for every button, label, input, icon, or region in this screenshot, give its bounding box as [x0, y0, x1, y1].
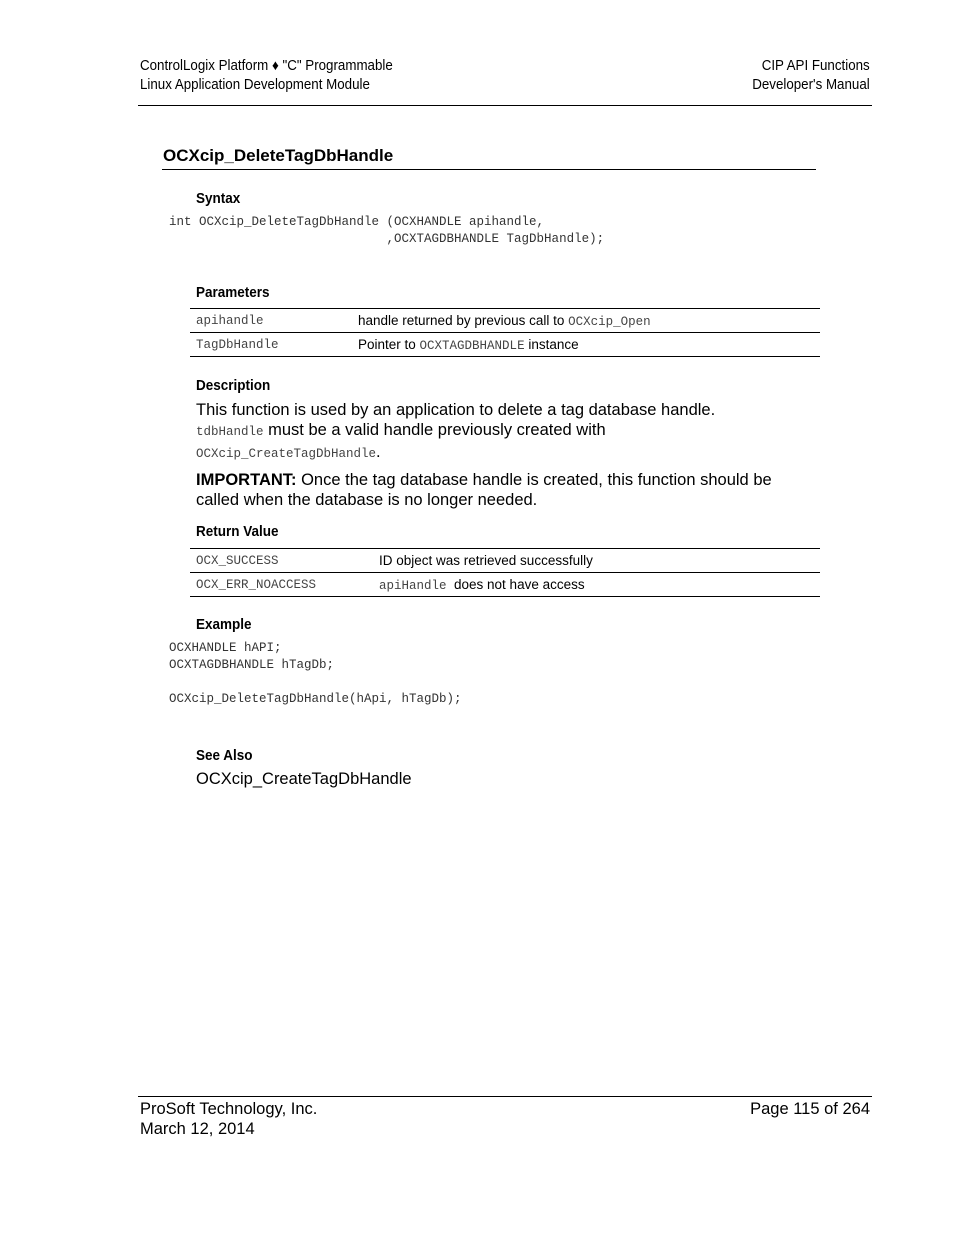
description-text: This function is used by an application to delete a tag database handle. [196, 401, 716, 419]
table-row [190, 333, 820, 357]
important-label: IMPORTANT: [196, 471, 297, 489]
return-description: apiHandle does not have access [373, 573, 820, 597]
header-divider [138, 105, 872, 106]
parameters-table [190, 308, 820, 357]
header-product-line: ControlLogix Platform ♦ "C" Programmable [140, 58, 393, 74]
see-also-heading: See Also [196, 747, 253, 764]
function-title: OCXcip_DeleteTagDbHandle [163, 146, 394, 165]
param-description: handle returned by previous call to OCXcip_Open [352, 309, 820, 333]
code-reference: OCXcip_CreateTagDbHandle [196, 447, 377, 461]
parameters-heading: Parameters [196, 284, 270, 301]
param-description: Pointer to OCXTAGDBHANDLE instance [352, 333, 820, 357]
example-heading: Example [196, 616, 252, 633]
footer-page-number: Page 115 of 264 [750, 1100, 870, 1118]
footer-company: ProSoft Technology, Inc. [140, 1100, 318, 1118]
footer-date: March 12, 2014 [140, 1120, 255, 1138]
footer-divider [138, 1096, 872, 1097]
table-row [190, 573, 820, 597]
header-module-line: Linux Application Development Module [140, 77, 370, 93]
header-chapter: CIP API Functions [761, 58, 870, 74]
table-row [190, 309, 820, 333]
syntax-line: int OCXcip_DeleteTagDbHandle (OCXHANDLE apihandle, [169, 215, 545, 229]
code-reference: apiHandle [379, 578, 447, 593]
important-note: IMPORTANT: Once the tag database handle is created, this function should be called when the database is no longer needed. [196, 471, 772, 509]
header-right [753, 57, 870, 95]
example-code [169, 640, 462, 708]
footer-left [140, 1099, 317, 1139]
return-code: OCX_SUCCESS [190, 549, 373, 573]
code-line: OCXcip_DeleteTagDbHandle(hApi, hTagDb); [169, 692, 462, 706]
description-body [196, 400, 816, 510]
header-left [140, 57, 393, 95]
syntax-line: ,OCXTAGDBHANDLE TagDbHandle); [169, 232, 605, 246]
description-text: tdbHandle must be a valid handle previously created with [196, 421, 606, 439]
param-name: apihandle [190, 309, 352, 333]
code-line: OCXTAGDBHANDLE hTagDb; [169, 658, 335, 672]
title-divider [162, 169, 816, 170]
description-text: OCXcip_CreateTagDbHandle. [196, 443, 381, 461]
page-header [140, 57, 870, 105]
description-heading: Description [196, 377, 271, 394]
return-value-table [190, 548, 820, 597]
header-manual: Developer's Manual [752, 77, 870, 93]
code-reference: OCXTAGDBHANDLE [419, 338, 525, 353]
return-value-heading: Return Value [196, 523, 279, 540]
code-line [169, 674, 462, 691]
syntax-code [169, 214, 604, 248]
code-line: OCXHANDLE hAPI; [169, 641, 282, 655]
syntax-heading: Syntax [196, 190, 241, 207]
code-reference: tdbHandle [196, 425, 264, 439]
param-name: TagDbHandle [190, 333, 352, 357]
see-also-link[interactable]: OCXcip_CreateTagDbHandle [196, 770, 412, 788]
code-reference: OCXcip_Open [568, 314, 651, 329]
return-description: ID object was retrieved successfully [373, 549, 820, 573]
return-code: OCX_ERR_NOACCESS [190, 573, 373, 597]
table-row [190, 549, 820, 573]
